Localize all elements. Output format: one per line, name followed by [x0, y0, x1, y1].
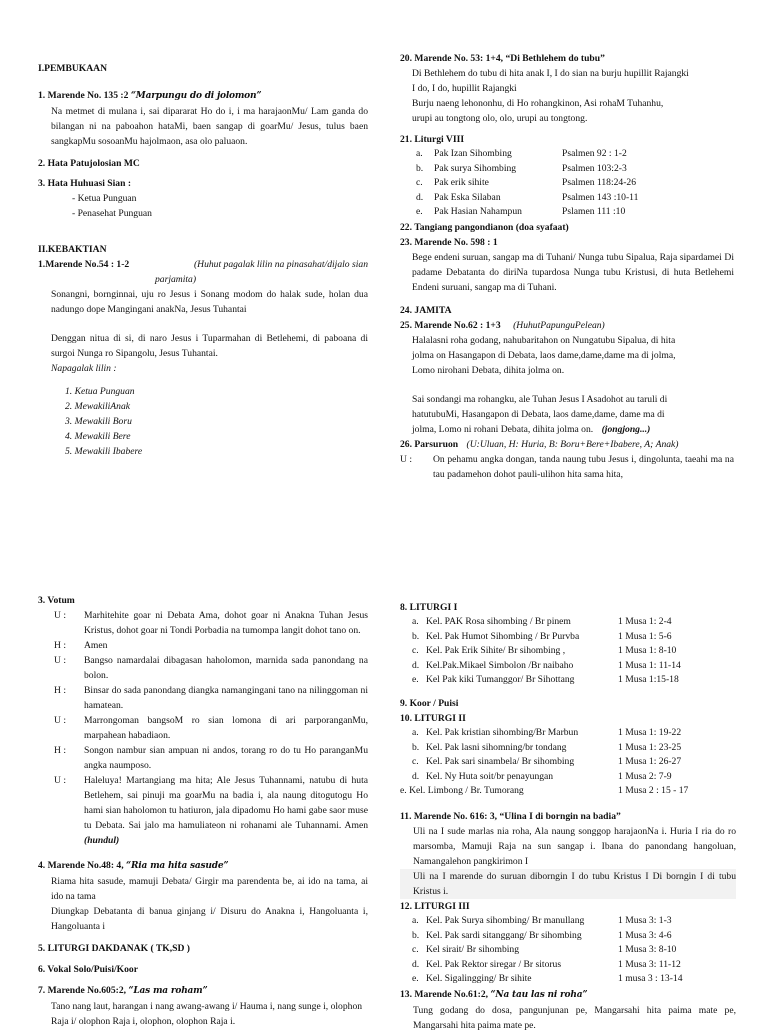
liturgi-i-table	[412, 615, 681, 688]
item2: 2. Hata Patujolosian MC	[38, 158, 140, 169]
i26-heading: 26. Parsuruon (U:Uluan, H: Huria, B: Boru+Bere+Ibabere, A; Anak)	[400, 438, 679, 450]
table-row: c. Kel. Pak Erik Sihite/ Br sihombing , 1 Musa 1: 8-10	[412, 645, 677, 657]
votum-row: U : Bangso namardalai dibagasan haholomon, marnida sada panondang na bolon.	[54, 655, 368, 681]
i22: 22. Tangiang pangondianon (doa syafaat)	[400, 221, 569, 233]
votum-heading: 3. Votum	[38, 595, 75, 606]
item3: 3. Hata Huhuasi Sian :	[38, 178, 132, 189]
table-row: e. Kel Pak kiki Tumanggor/ Br Sihottang 1 Musa 1:15-18	[412, 674, 679, 686]
lilin-list	[38, 384, 368, 459]
table-row: b. Kel. Pak Humot Sihombing / Br Purvba 1 Musa 1: 5-6	[412, 630, 672, 642]
table-row: d. Pak Eska Silaban Psalmen 143 :10-11	[416, 191, 639, 203]
l2-heading: 10. LITURGI II	[400, 712, 466, 724]
section-pembukaan: I.PEMBUKAAN	[38, 63, 108, 74]
votum-row: U : Haleluya! Martangiang ma hita; Ale Jesus Tuhannami, natubu di huta Betlehem, sai pinuji ma goarMu na badia i, ala naung ditogutogu Ho hami sian haholomon tu hatiuron, jala dipadomu Ho hami gabe saor muse tu Debata. Sai jalo ma hamuliateon ni rohanami ale Tuhannami. Amen (hundul)	[54, 775, 368, 846]
i25-lyrics: Halalasni roha godang, nahubaritahon on Nungatubu Sipalua, di hita jolma on Hasangapon di Debata, laos dame,dame,dame ma di jolma, Lomo nirohani Debata, dihita jolma on. Sai sondangi ma rohangku, ale Tuhan Jesus I Asadohot au taruli di hatutubuMi, Hasangapon di Debata, laos dame,dame, dame ma di jolma, Lomo ni rohani Debata, dihita jolma on. (jongjong...)	[412, 334, 676, 435]
list-item: 2. MewakiliAnak	[65, 401, 131, 412]
liturgi-iii-table	[412, 914, 683, 987]
item5: 5. LITURGI DAKDANAK ( TK,SD )	[38, 943, 191, 954]
k1-lyrics-2: Denggan nitua di si, di naro Jesus i Tuparmahan di Betlehemi, di paboana di surgoi Nunga ro Sipangolu, Jesus Tuhantai.	[51, 333, 368, 359]
list-item: 4. Mewakili Bere	[65, 431, 131, 442]
m11-lyrics: Uli na I sude marlas nia roha, Ala naung songgop harajaonNa i. Huria I ria do ro marsomba, Mamuji Raja na sun sangap i. Ibana do panondang hangoluan, Namangalehon pangkirimon I	[413, 825, 736, 867]
m11-lyrics-2: Uli na I marende do suruan diborngin I do tubu Kristus I Di borngin I di tubu Kristus i.	[400, 869, 736, 899]
table-row: c. Kel sirait/ Br sihombing 1 Musa 3: 8-10	[412, 944, 677, 956]
item1-lyrics: Na metmet di mulana i, sai dipararat Ho do i, i ma harajaonMu/ Lam ganda do bilangan ni na paboahon hataMi, baen sangap di goarMu/ Jesus, tulus baen sangkapMu sosoanMu hajolmaon, asa olo paluaon.	[51, 106, 368, 147]
liturgi-ii-table	[400, 726, 689, 799]
item9: 9. Koor / Puisi	[400, 697, 459, 709]
table-row: e. Kel. Limbong / Br. Tumorang 1 Musa 2 : 15 - 17	[400, 785, 689, 797]
item3-sub-b: - Penasehat Punguan	[72, 208, 152, 219]
m7-heading: 7. Marende No.605:2, “Las ma roham”	[38, 985, 208, 996]
table-row: a. Kel. Pak kristian sihombing/Br Marbun 1 Musa 1: 19-22	[412, 726, 682, 738]
i20-heading: 20. Marende No. 53: 1+4, “Di Bethlehem do tubu”	[400, 53, 605, 64]
table-row: b. Pak surya Sihombing Psalmen 103:2-3	[416, 162, 627, 174]
votum-row: H : Songon nambur sian ampuan ni andos, torang ro do tu Ho paranganMu angka naumposo.	[54, 745, 368, 771]
i21-heading: 21. Liturgi VIII	[400, 134, 465, 145]
votum-row: H : Amen	[54, 640, 108, 651]
m7-lyrics: Tano nang laut, harangan i nang awang-awang i/ Hauma i, nang sunge i, olophon Raja i/ olophon Raja i, olophon, olophon Raja i.	[51, 1001, 363, 1027]
m13-heading: 13. Marende No.61:2, “Na tau las ni roha”	[400, 988, 588, 1000]
votum-row: U : Marhitehite goar ni Debata Ama, dohot goar ni Anakna Tuhan Jesus Kristus, dohot goar ni Tondi Porbadia na tumompa langit dohot tano on.	[54, 610, 368, 636]
section-kebaktian: II.KEBAKTIAN	[38, 244, 107, 255]
table-row: e. Kel. Sigalingging/ Br sihite 1 musa 3 : 13-14	[412, 973, 683, 985]
votum-row: U : Marrongoman bangsoM ro sian lomona di ari parporanganMu, marpahean habadiaon.	[54, 715, 368, 741]
i20-lyrics: Di Bethlehem do tubu di hita anak I, I do sian na burju hupillit Rajangki I do, I do, hupillit Rajangki Burju naeng lehononhu, di Ho rohangkinon, Asi rohaM Tuhanhu, urupi au tongtong olo, olo, urupi au tongtong.	[412, 68, 689, 124]
bottom-left-column	[38, 593, 368, 1029]
votum-row: H : Binsar do sada panondang diangka namangingani tano na nilinggoman ni hamatean.	[54, 685, 368, 711]
top-left-column	[38, 61, 368, 459]
m4-heading: 4. Marende No.48: 4, “Ria ma hita sasude”	[38, 860, 229, 871]
table-row: d. Kel. Ny Huta soit/br penayungan 1 Musa 2: 7-9	[412, 770, 672, 782]
l1-heading: 8. LITURGI I	[400, 602, 458, 613]
m13-lyrics: Tung godang do dosa, pangunjunan pe, Mangarsahi hita paima mate pe, Mangarsahi hita paima mate pe.	[413, 1004, 736, 1031]
table-row: c. Kel. Pak sari sinambela/ Br sihombing 1 Musa 1: 26-27	[412, 756, 682, 768]
k1-note3: Napagalak lilin :	[51, 363, 117, 374]
item1-heading: 1. Marende No. 135 :2 “Marpungu do di jolomon”	[38, 90, 262, 101]
table-row: a. Pak Izan Sihombing Psalmen 92 : 1-2	[416, 148, 627, 159]
m4-lyrics: Riama hita sasude, mamuji Debata/ Girgir ma parendenta be, ai ido na tama, ai ido na tama	[51, 876, 368, 902]
table-row: b. Kel. Pak lasni sihomning/br tondang 1 Musa 1: 23-25	[412, 741, 682, 753]
top-right-column	[400, 51, 734, 482]
list-item: 5. Mewakili Ibabere	[65, 446, 143, 457]
l3-heading: 12. LITURGI III	[400, 900, 470, 912]
i23-lyrics: Bege endeni suruan, sangap ma di Tuhani/ Nunga tubu Sipalua, Raja sipardamei Di padame Debatanta do diriNa tupardosa Nunga tubu Kristusi, di huta Betlehemi Endeni suruani, sangap ma di Tuhani.	[412, 251, 734, 293]
i24: 24. JAMITA	[400, 304, 452, 316]
liturgi-viii-table	[416, 147, 638, 220]
bottom-right-column	[400, 600, 736, 1033]
item6: 6. Vokal Solo/Puisi/Koor	[38, 964, 138, 975]
table-row: d. Kel.Pak.Mikael Simbolon /Br naibaho 1 Musa 1: 11-14	[412, 659, 681, 671]
k1-note2: parjamita)	[155, 274, 197, 285]
i25-heading: 25. Marende No.62 : 1+3 (HuhutPapunguPelean)	[400, 319, 605, 331]
item3-sub-a: - Ketua Punguan	[72, 193, 137, 204]
table-row: d. Kel. Pak Rektor siregar / Br sitorus 1 Musa 3: 11-12	[412, 958, 681, 970]
table-row: e. Pak Hasian Nahampun Pslamen 111 :10	[416, 206, 626, 218]
i23-heading: 23. Marende No. 598 : 1	[400, 236, 498, 248]
m11-heading: 11. Marende No. 616: 3, “Ulina I di borngin na badia”	[400, 810, 621, 822]
list-item: 1. Ketua Punguan	[65, 386, 135, 397]
table-row: b. Kel. Pak sardi sitanggang/ Br sihombing 1 Musa 3: 4-6	[412, 929, 672, 941]
list-item: 3. Mewakili Boru	[65, 416, 132, 427]
m4-lyrics-2: Diungkap Debatanta di banua ginjang i/ Disuru do Anakna i, Hangoluanta i, Hangoluanta i	[51, 906, 368, 932]
i26-row: U : On pehamu angka dongan, tanda naung tubu Jesus i, dingolunta, taeahi ma na tau padamehon dohot pauli-ulihon hita sama hita,	[400, 453, 734, 480]
table-row: a. Kel. Pak Surya sihombing/ Br manullang 1 Musa 3: 1-3	[412, 914, 672, 926]
table-row: c. Pak erik sihite Psalmen 118:24-26	[416, 177, 636, 189]
k1-lyrics: Sonangni, bornginnai, uju ro Jesus i Sonang modom do halak sude, holan dua nadungo dope Mangingani anakNa, Jesus Tuhantai	[51, 289, 368, 315]
table-row: a. Kel. PAK Rosa sihombing / Br pinem 1 Musa 1: 2-4	[412, 616, 672, 627]
k1-heading: 1.Marende No.54 : 1-2 (Huhut pagalak lilin na pinasahat/dijalo sian	[38, 259, 368, 270]
